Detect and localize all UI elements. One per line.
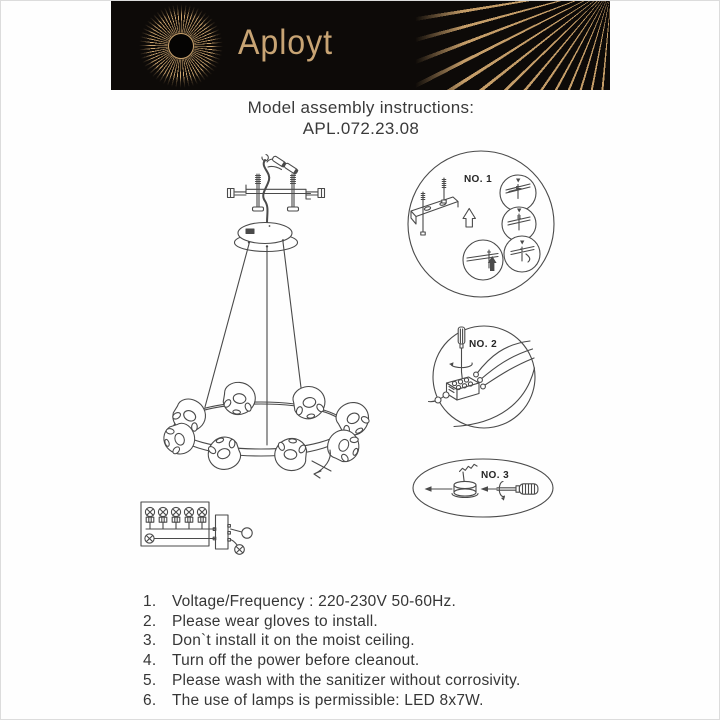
item-number: 2. [143,612,157,630]
list-item [143,671,613,691]
instructions-list [143,592,613,710]
assembly-title: Model assembly instructions: [247,98,475,117]
list-item [143,651,613,671]
item-number: 4. [143,652,157,670]
callout-no2 [429,326,536,428]
item-number: 6. [143,691,157,709]
brand-name: Aployt [238,23,334,62]
list-item [143,631,613,651]
ceiling-bracket [228,185,325,199]
title-block [1,97,720,139]
callout-no3 [413,459,553,517]
rotate-arrow [312,450,331,478]
item-text: Don`t install it on the moist ceiling. [172,632,415,650]
gold-rays-decoration-icon [415,1,610,90]
canopy [235,223,298,252]
item-text: Please wash with the sanitizer without corrosivity. [172,671,521,689]
callout-no1 [408,151,554,297]
suspension-cables [205,242,304,445]
item-text: Please wear gloves to install. [172,612,378,630]
callout-no3-label: NO. 3 [480,470,510,481]
callout-no2-label: NO. 2 [468,339,498,350]
item-text: Turn off the power before cleanout. [172,652,420,670]
callout-no1-label: NO. 1 [463,174,493,185]
wiring-diagram [141,502,252,554]
item-number: 3. [143,632,157,650]
lamp-symbols-row [145,507,206,522]
starburst-logo-core [168,33,194,59]
brand-banner [111,1,610,90]
item-text: Voltage/Frequency : 220-230V 50-60Hz. [172,593,456,610]
assembly-diagram [101,141,601,591]
item-number: 1. [143,593,157,610]
list-item [143,592,613,612]
item-number: 5. [143,671,157,689]
list-item [143,612,613,632]
model-code: APL.072.23.08 [302,119,420,138]
item-text: The use of lamps is permissible: LED 8x7W. [172,691,484,709]
list-item [143,691,613,711]
mounting-screws [253,174,299,211]
